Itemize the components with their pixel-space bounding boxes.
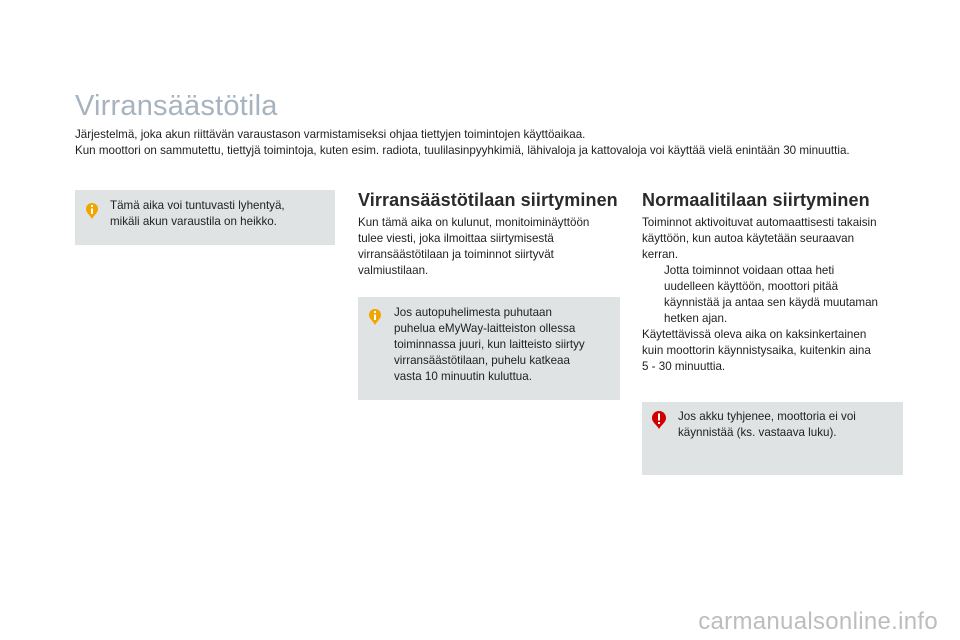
note-line: Jos autopuhelimesta puhutaan: [394, 306, 552, 319]
note-line: virransäästötilaan, puhelu katkeaa: [394, 354, 570, 367]
warning-note: [642, 402, 903, 475]
info-note-text: [394, 305, 585, 385]
normal-mode-text: [642, 215, 907, 375]
warning-note-text: [678, 409, 856, 441]
section-heading-normal-mode: Normaalitilaan siirtyminen: [642, 190, 870, 210]
intro-text: [75, 127, 935, 159]
text-line: 5 - 30 minuuttia.: [642, 360, 726, 373]
section-heading-power-save: Virransäästötilaan siirtyminen: [358, 190, 618, 210]
note-line: käynnistää (ks. vastaava luku).: [678, 426, 837, 439]
text-line: Kun tämä aika on kulunut, monitoiminäyttöön: [358, 216, 590, 229]
text-line: Toiminnot aktivoituvat automaattisesti takaisin: [642, 216, 877, 229]
info-icon: [85, 202, 99, 220]
intro-line: Kun moottori on sammutettu, tiettyjä toimintoja, kuten esim. radiota, tuulilasinpyyhkimiä, lähivaloja ja kattovaloja voi käyttää vielä enintään 30 minuuttia.: [75, 144, 850, 157]
text-line: valmiustilaan.: [358, 264, 429, 277]
text-line: kerran.: [642, 248, 679, 261]
note-line: mikäli akun varaustila on heikko.: [110, 215, 277, 228]
page-title: Virransäästötila: [75, 90, 278, 122]
info-note: [358, 297, 620, 400]
note-line: vasta 10 minuutin kuluttua.: [394, 370, 532, 383]
intro-line: Järjestelmä, joka akun riittävän varaustason varmistamiseksi ohjaa tiettyjen toimintojen käyttöaikaa.: [75, 128, 586, 141]
note-line: puhelua eMyWay-laitteiston ollessa: [394, 322, 576, 335]
text-line: uudelleen käyttöön, moottori pitää: [664, 280, 839, 293]
note-line: Tämä aika voi tuntuvasti lyhentyä,: [110, 199, 285, 212]
note-line: Jos akku tyhjenee, moottoria ei voi: [678, 410, 856, 423]
text-line: käynnistää ja antaa sen käydä muutaman: [664, 296, 878, 309]
info-icon: [368, 308, 382, 326]
text-line: hetken ajan.: [664, 312, 728, 325]
info-note: [75, 190, 335, 245]
power-save-text: [358, 215, 620, 279]
text-line: käyttöön, kun autoa käytetään seuraavan: [642, 232, 855, 245]
text-line: Käytettävissä oleva aika on kaksinkertainen: [642, 328, 867, 341]
watermark: carmanualsonline.info: [698, 608, 938, 635]
warning-icon: [651, 410, 667, 430]
text-line: kuin moottorin käynnistysaika, kuitenkin aina: [642, 344, 871, 357]
text-line: tulee viesti, joka ilmoittaa siirtymisestä: [358, 232, 554, 245]
text-line: virransäästötilaan ja toiminnot siirtyvät: [358, 248, 554, 261]
info-note-text: [110, 198, 285, 230]
text-line: Jotta toiminnot voidaan ottaa heti: [664, 264, 835, 277]
bullet-item: [642, 263, 907, 327]
note-line: toiminnassa juuri, kun laitteisto siirtyy: [394, 338, 585, 351]
